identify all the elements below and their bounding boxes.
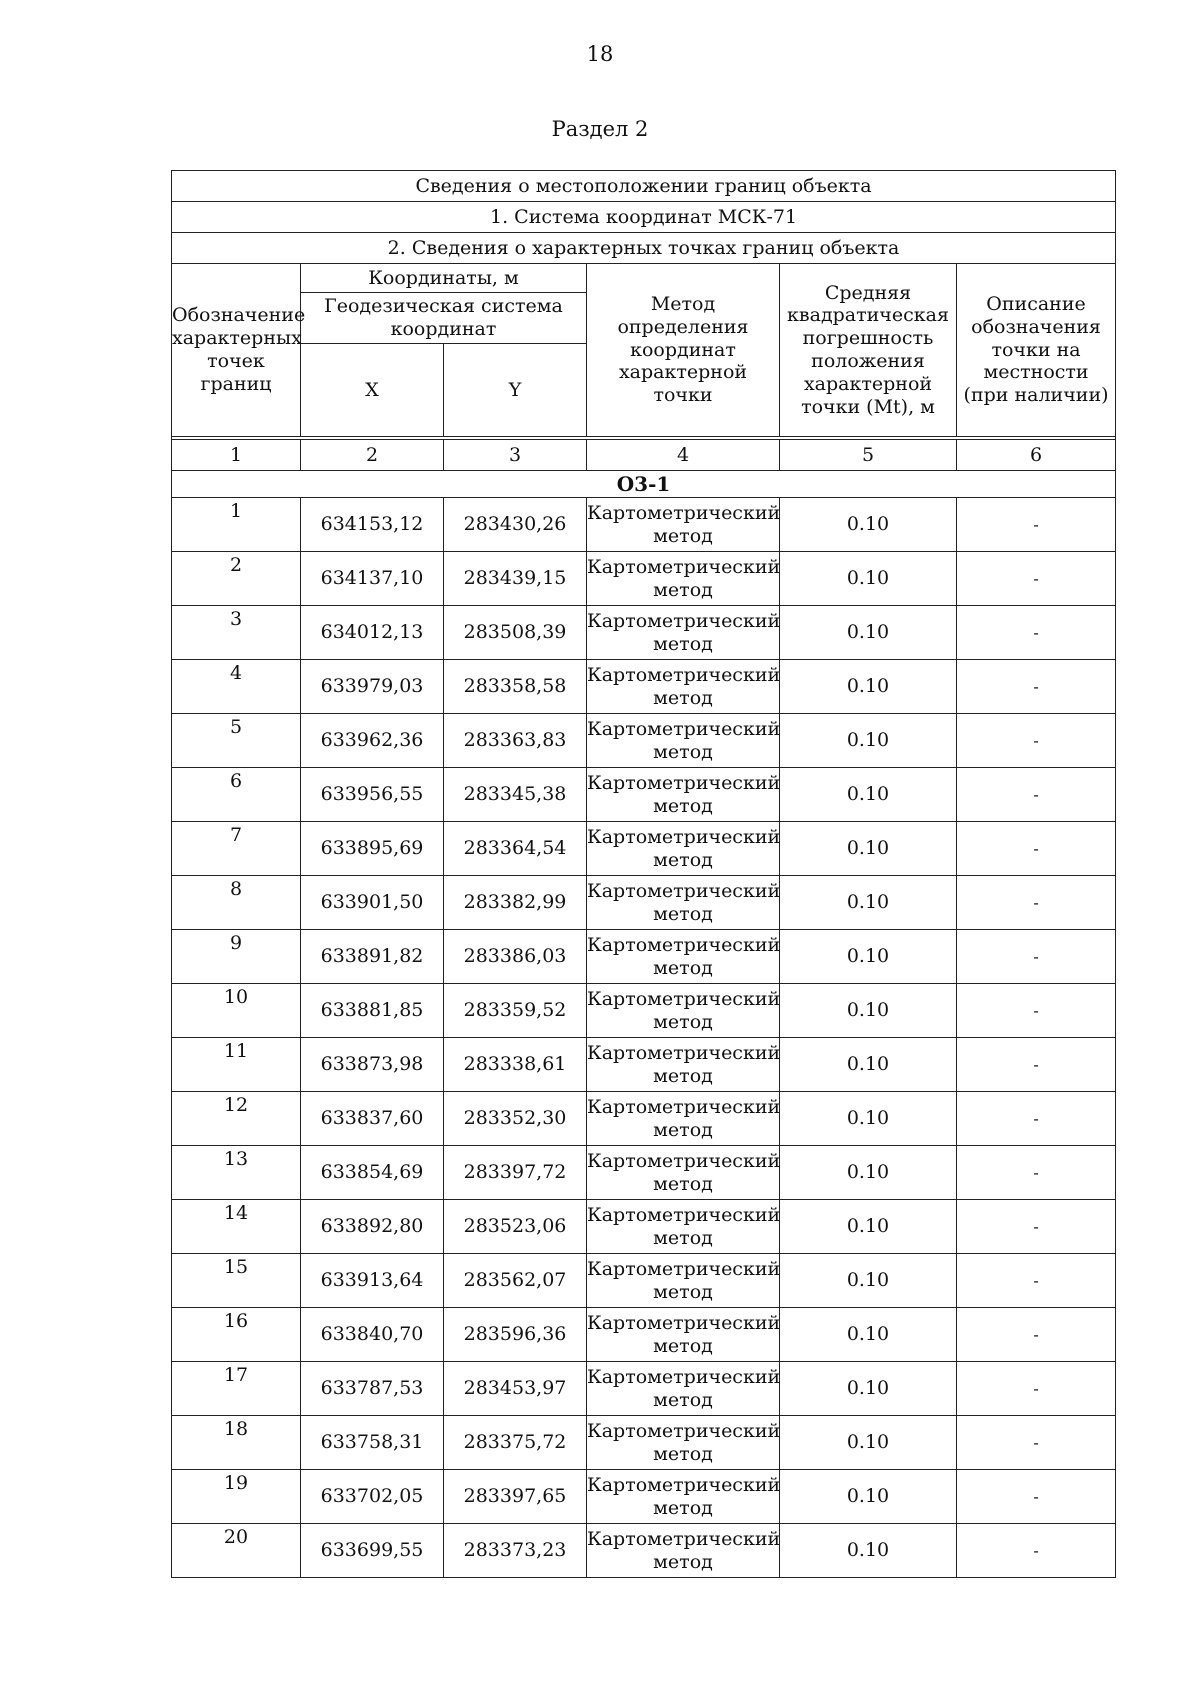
y-coordinate: 283352,30 [444, 1092, 587, 1146]
table-row [172, 930, 1116, 984]
point-number: 12 [172, 1092, 301, 1146]
accuracy-value: 0.10 [780, 714, 957, 768]
x-coordinate: 634153,12 [301, 498, 444, 552]
method: Картометрический метод [587, 606, 780, 660]
method: Картометрический метод [587, 1146, 780, 1200]
point-number: 5 [172, 714, 301, 768]
table-row [172, 498, 1116, 552]
accuracy-value: 0.10 [780, 498, 957, 552]
column-number-1: 1 [172, 440, 301, 471]
header-row-1 [172, 264, 1116, 293]
accuracy-value: 0.10 [780, 1524, 957, 1578]
method: Картометрический метод [587, 660, 780, 714]
x-coordinate: 633758,31 [301, 1416, 444, 1470]
method: Картометрический метод [587, 1524, 780, 1578]
table-row [172, 1092, 1116, 1146]
y-coordinate: 283373,23 [444, 1524, 587, 1578]
coordinates-table [171, 170, 1116, 1578]
y-coordinate: 283382,99 [444, 876, 587, 930]
point-number: 11 [172, 1038, 301, 1092]
table-row [172, 876, 1116, 930]
point-number: 3 [172, 606, 301, 660]
table-row [172, 1362, 1116, 1416]
point-number: 8 [172, 876, 301, 930]
y-coordinate: 283338,61 [444, 1038, 587, 1092]
y-coordinate: 283375,72 [444, 1416, 587, 1470]
x-coordinate: 633787,53 [301, 1362, 444, 1416]
method: Картометрический метод [587, 714, 780, 768]
y-coordinate: 283508,39 [444, 606, 587, 660]
table-row [172, 1146, 1116, 1200]
point-number: 2 [172, 552, 301, 606]
description-value: - [957, 606, 1116, 660]
description-value: - [957, 660, 1116, 714]
description-value: - [957, 930, 1116, 984]
y-coordinate: 283439,15 [444, 552, 587, 606]
point-number: 20 [172, 1524, 301, 1578]
accuracy-value: 0.10 [780, 1254, 957, 1308]
column-number-3: 3 [444, 440, 587, 471]
y-coordinate: 283523,06 [444, 1200, 587, 1254]
x-coordinate: 633840,70 [301, 1308, 444, 1362]
header-x: X [301, 344, 444, 437]
description-value: - [957, 552, 1116, 606]
accuracy-value: 0.10 [780, 1092, 957, 1146]
description-value: - [957, 822, 1116, 876]
x-coordinate: 633892,80 [301, 1200, 444, 1254]
accuracy-value: 0.10 [780, 1470, 957, 1524]
accuracy-value: 0.10 [780, 1200, 957, 1254]
x-coordinate: 633881,85 [301, 984, 444, 1038]
y-coordinate: 283363,83 [444, 714, 587, 768]
table-row [172, 606, 1116, 660]
description-value: - [957, 1362, 1116, 1416]
table-row [172, 1416, 1116, 1470]
accuracy-value: 0.10 [780, 1416, 957, 1470]
x-coordinate: 633895,69 [301, 822, 444, 876]
table-row [172, 1470, 1116, 1524]
zone-row [172, 471, 1116, 498]
description-value: - [957, 1092, 1116, 1146]
header-description: Описание обозначения точки на местности (при наличии) [957, 264, 1116, 437]
accuracy-value: 0.10 [780, 984, 957, 1038]
method: Картометрический метод [587, 1308, 780, 1362]
table-row [172, 1038, 1116, 1092]
accuracy-value: 0.10 [780, 768, 957, 822]
y-coordinate: 283596,36 [444, 1308, 587, 1362]
method: Картометрический метод [587, 1470, 780, 1524]
point-number: 17 [172, 1362, 301, 1416]
method: Картометрический метод [587, 984, 780, 1038]
method: Картометрический метод [587, 822, 780, 876]
accuracy-value: 0.10 [780, 1308, 957, 1362]
table-title-row [172, 171, 1116, 202]
column-numbers-row [172, 440, 1116, 471]
method: Картометрический метод [587, 1416, 780, 1470]
x-coordinate: 633854,69 [301, 1146, 444, 1200]
section-title: Раздел 2 [551, 117, 649, 141]
table-row [172, 552, 1116, 606]
coordinate-system-row [172, 202, 1116, 233]
x-coordinate: 633891,82 [301, 930, 444, 984]
accuracy-value: 0.10 [780, 606, 957, 660]
y-coordinate: 283397,72 [444, 1146, 587, 1200]
description-value: - [957, 768, 1116, 822]
y-coordinate: 283364,54 [444, 822, 587, 876]
description-value: - [957, 1200, 1116, 1254]
point-number: 15 [172, 1254, 301, 1308]
accuracy-value: 0.10 [780, 930, 957, 984]
x-coordinate: 633979,03 [301, 660, 444, 714]
method: Картометрический метод [587, 930, 780, 984]
accuracy-value: 0.10 [780, 876, 957, 930]
table-row [172, 714, 1116, 768]
method: Картометрический метод [587, 876, 780, 930]
header-y: Y [444, 344, 587, 437]
table-row [172, 1200, 1116, 1254]
description-value: - [957, 1524, 1116, 1578]
zone-label: О3-1 [172, 471, 1116, 498]
table-row [172, 660, 1116, 714]
description-value: - [957, 876, 1116, 930]
header-geodetic-system: Геодезическая система координат [301, 293, 587, 344]
header-accuracy: Средняя квадратическая погрешность положения характерной точки (Mt), м [780, 264, 957, 437]
x-coordinate: 633913,64 [301, 1254, 444, 1308]
description-value: - [957, 1308, 1116, 1362]
x-coordinate: 633901,50 [301, 876, 444, 930]
points-info: 2. Сведения о характерных точках границ объекта [172, 233, 1116, 264]
point-number: 18 [172, 1416, 301, 1470]
point-number: 4 [172, 660, 301, 714]
description-value: - [957, 1254, 1116, 1308]
description-value: - [957, 498, 1116, 552]
accuracy-value: 0.10 [780, 660, 957, 714]
column-number-2: 2 [301, 440, 444, 471]
table-row [172, 1254, 1116, 1308]
description-value: - [957, 1416, 1116, 1470]
column-number-4: 4 [587, 440, 780, 471]
method: Картометрический метод [587, 768, 780, 822]
table-row [172, 768, 1116, 822]
point-number: 7 [172, 822, 301, 876]
method: Картометрический метод [587, 1254, 780, 1308]
description-value: - [957, 714, 1116, 768]
accuracy-value: 0.10 [780, 1038, 957, 1092]
method: Картометрический метод [587, 498, 780, 552]
description-value: - [957, 1470, 1116, 1524]
column-number-5: 5 [780, 440, 957, 471]
point-number: 1 [172, 498, 301, 552]
description-value: - [957, 984, 1116, 1038]
x-coordinate: 633702,05 [301, 1470, 444, 1524]
method: Картометрический метод [587, 552, 780, 606]
method: Картометрический метод [587, 1200, 780, 1254]
description-value: - [957, 1038, 1116, 1092]
point-number: 19 [172, 1470, 301, 1524]
y-coordinate: 283386,03 [444, 930, 587, 984]
table-row [172, 1524, 1116, 1578]
x-coordinate: 633699,55 [301, 1524, 444, 1578]
y-coordinate: 283562,07 [444, 1254, 587, 1308]
point-number: 13 [172, 1146, 301, 1200]
header-coordinates: Координаты, м [301, 264, 587, 293]
description-value: - [957, 1146, 1116, 1200]
y-coordinate: 283345,38 [444, 768, 587, 822]
page-number: 18 [586, 42, 614, 66]
method: Картометрический метод [587, 1362, 780, 1416]
x-coordinate: 634012,13 [301, 606, 444, 660]
point-number: 16 [172, 1308, 301, 1362]
table-title: Сведения о местоположении границ объекта [172, 171, 1116, 202]
y-coordinate: 283430,26 [444, 498, 587, 552]
y-coordinate: 283453,97 [444, 1362, 587, 1416]
point-number: 6 [172, 768, 301, 822]
point-number: 10 [172, 984, 301, 1038]
accuracy-value: 0.10 [780, 552, 957, 606]
table-row [172, 984, 1116, 1038]
x-coordinate: 633956,55 [301, 768, 444, 822]
point-number: 14 [172, 1200, 301, 1254]
y-coordinate: 283359,52 [444, 984, 587, 1038]
x-coordinate: 634137,10 [301, 552, 444, 606]
header-method: Метод определения координат характерной точки [587, 264, 780, 437]
y-coordinate: 283358,58 [444, 660, 587, 714]
table-row [172, 822, 1116, 876]
x-coordinate: 633962,36 [301, 714, 444, 768]
coordinate-system: 1. Система координат МСК-71 [172, 202, 1116, 233]
point-number: 9 [172, 930, 301, 984]
column-number-6: 6 [957, 440, 1116, 471]
method: Картометрический метод [587, 1092, 780, 1146]
table-row [172, 1308, 1116, 1362]
points-info-row [172, 233, 1116, 264]
accuracy-value: 0.10 [780, 822, 957, 876]
method: Картометрический метод [587, 1038, 780, 1092]
accuracy-value: 0.10 [780, 1146, 957, 1200]
x-coordinate: 633837,60 [301, 1092, 444, 1146]
accuracy-value: 0.10 [780, 1362, 957, 1416]
y-coordinate: 283397,65 [444, 1470, 587, 1524]
header-point-designation: Обозначение характерных точек границ [172, 264, 301, 437]
x-coordinate: 633873,98 [301, 1038, 444, 1092]
